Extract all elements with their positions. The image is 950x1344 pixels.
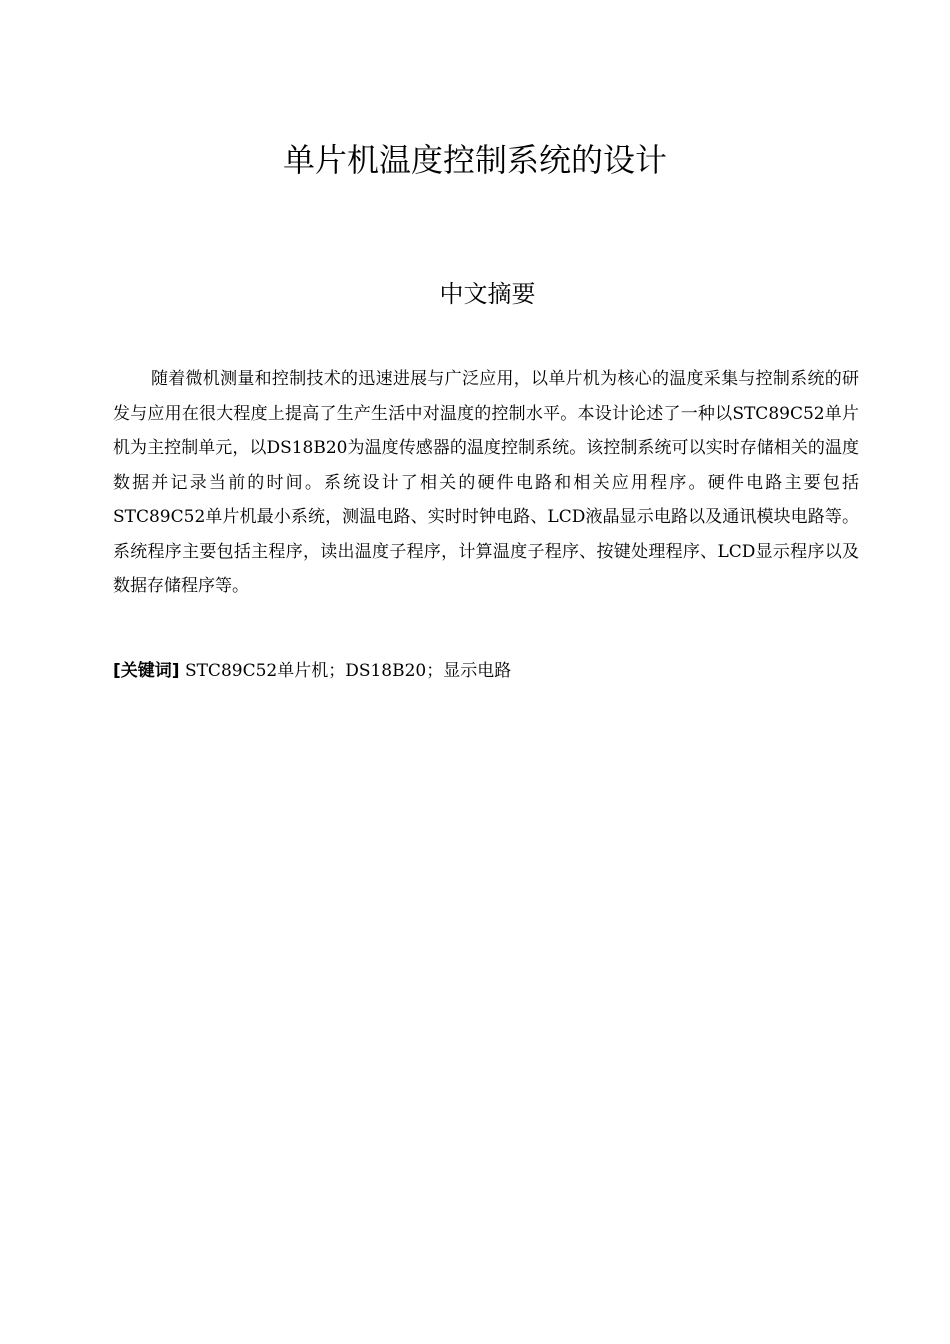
document-title: 单片机温度控制系统的设计 [282,141,667,179]
keywords-text: STC89C52单片机；DS18B20；显示电路 [179,661,512,681]
abstract-body: 随着微机测量和控制技术的迅速进展与广泛应用，以单片机为核心的温度采集与控制系统的研发与应用在很大程度上提高了生产生活中对温度的控制水平。本设计论述了一种以STC89C52单片机为主控制单元，以DS18B20为温度传感器的温度控制系统。该控制系统可以实时存储相关的温度数据并记录当前的时间。系统设计了相关的硬件电路和相关应用程序。硬件电路主要包括STC89C52单片机最小系统，测温电路、实时时钟电路、LCD液晶显示电路以及通讯模块电路等。系统程序主要包括主程序，读出温度子程序，计算温度子程序、按键处理程序、LCD显示程序以及数据存储程序等。 [113,369,859,596]
abstract-heading: 中文摘要 [439,280,536,308]
keywords-label: [关键词] [113,661,180,681]
keywords-line [113,655,859,687]
